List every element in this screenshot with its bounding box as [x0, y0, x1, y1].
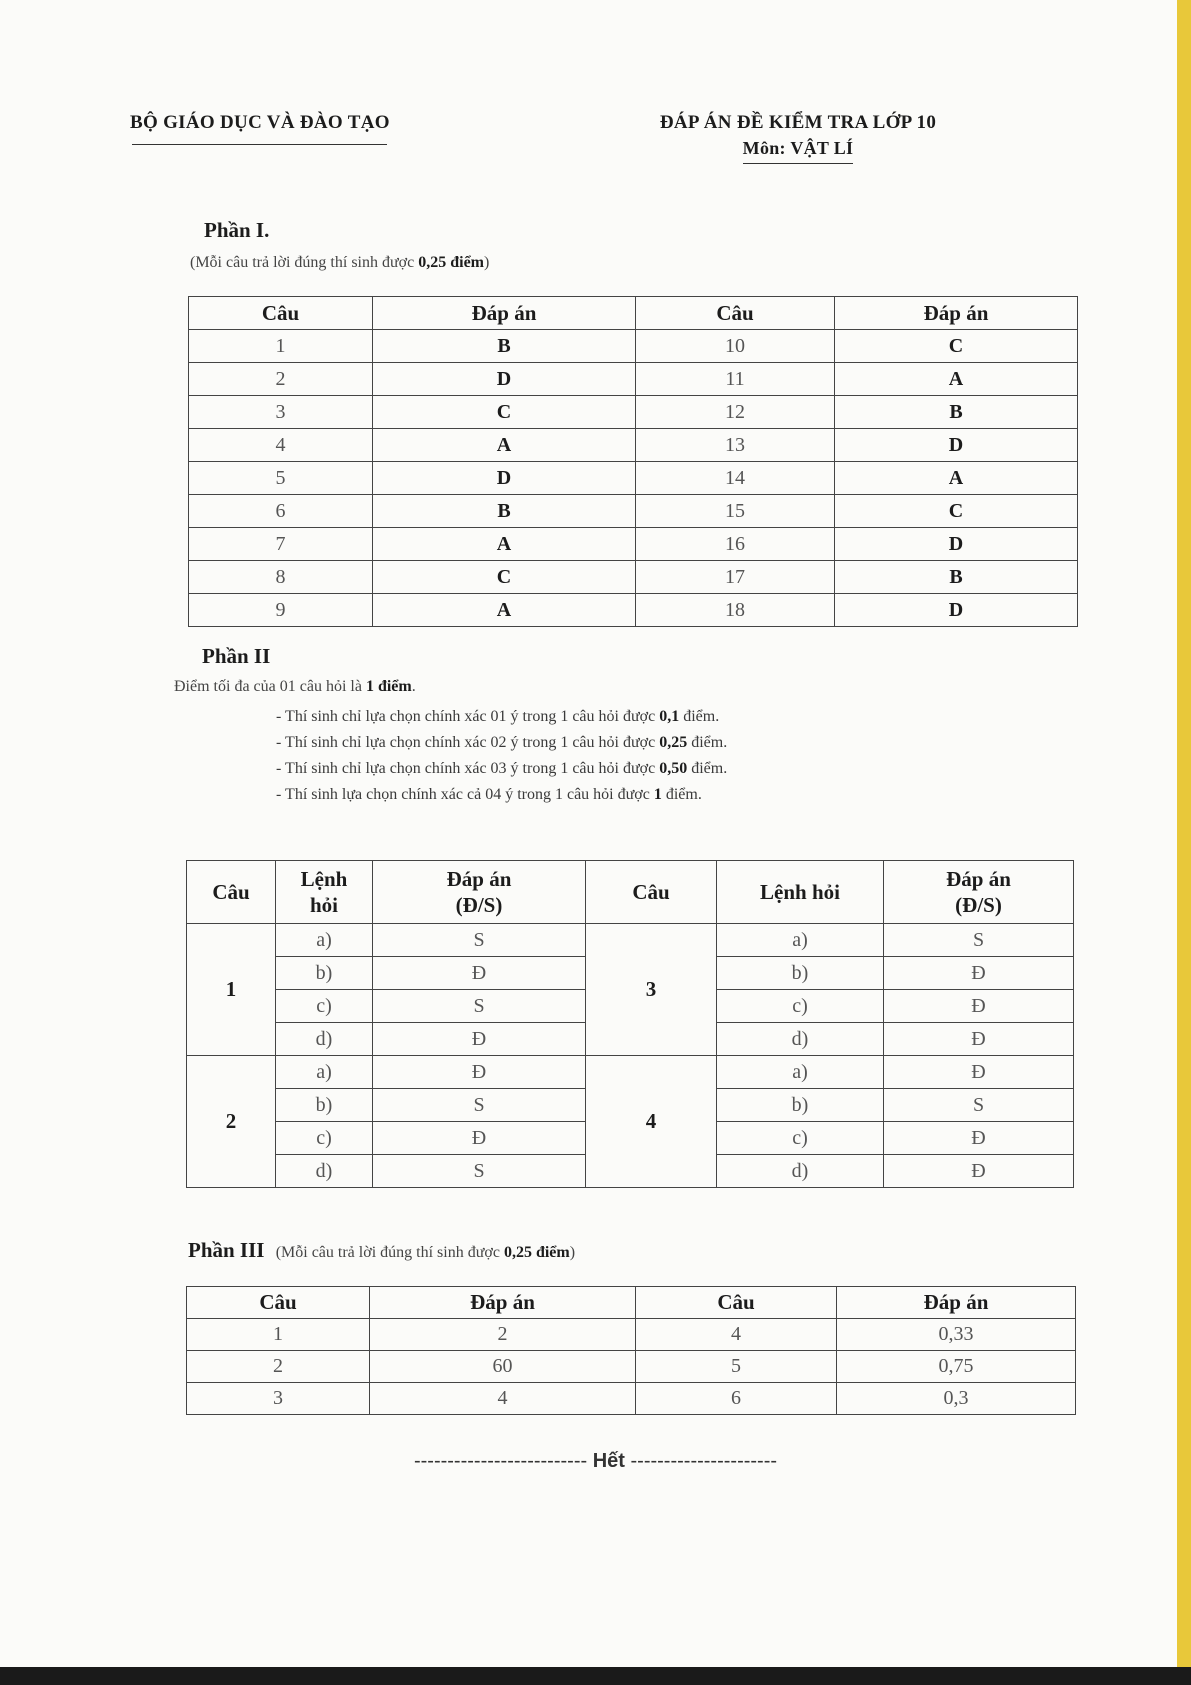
rule-points: 1	[653, 786, 662, 803]
question-number: 1	[187, 924, 276, 1056]
question-number: 9	[189, 594, 373, 627]
col-header-answer: Đáp án	[370, 1287, 636, 1319]
sub-question-label: c)	[276, 990, 373, 1023]
col-header-answer-ds	[884, 861, 1074, 924]
question-number: 4	[189, 429, 373, 462]
answer-cell: S	[373, 990, 586, 1023]
sub-question-label: b)	[276, 1089, 373, 1122]
answer-cell: 60	[370, 1351, 636, 1383]
part3-title: Phần III	[188, 1238, 265, 1262]
table-row	[189, 330, 1078, 363]
question-number: 1	[187, 1319, 370, 1351]
end-dashes-right: ----------------------	[630, 1450, 778, 1472]
question-number: 14	[636, 462, 835, 495]
answer-cell: S	[373, 1089, 586, 1122]
question-number: 5	[636, 1351, 837, 1383]
part1-note-text: (Mỗi câu trả lời đúng thí sinh được	[190, 254, 415, 271]
answer-cell: Đ	[373, 1122, 586, 1155]
col-header-question: Câu	[586, 861, 717, 924]
answer-cell: Đ	[373, 1056, 586, 1089]
col-header-answer: Đáp án	[835, 297, 1078, 330]
answer-cell: Đ	[884, 990, 1074, 1023]
answer-cell: C	[373, 396, 636, 429]
part2-answer-table	[186, 860, 1074, 1188]
question-number: 12	[636, 396, 835, 429]
table-row	[189, 429, 1078, 462]
answer-cell: 2	[370, 1319, 636, 1351]
part1-note	[190, 254, 489, 272]
question-number: 2	[187, 1351, 370, 1383]
part3-answer-table	[186, 1286, 1076, 1415]
answer-cell: S	[884, 1089, 1074, 1122]
answer-cell: 0,75	[837, 1351, 1076, 1383]
question-number: 3	[187, 1383, 370, 1415]
rule-text: - Thí sinh lựa chọn chính xác cả 04 ý trong 1 câu hỏi được	[276, 786, 650, 803]
scan-edge-right	[1177, 0, 1191, 1685]
answer-cell: A	[835, 462, 1078, 495]
answer-cell: S	[373, 924, 586, 957]
part3-note-points: 0,25 điểm	[503, 1244, 570, 1261]
sub-question-label: d)	[276, 1023, 373, 1056]
part1-title: Phần I.	[204, 218, 270, 242]
rule-suffix: điểm.	[691, 760, 728, 777]
header-line: Đáp án	[446, 867, 512, 891]
answer-cell: D	[835, 429, 1078, 462]
sub-question-label: b)	[276, 957, 373, 990]
answer-cell: D	[373, 462, 636, 495]
part1-answer-table	[188, 296, 1078, 627]
question-number: 3	[586, 924, 717, 1056]
answer-cell: B	[373, 495, 636, 528]
rule-points: 0,50	[659, 760, 688, 777]
answer-cell: Đ	[884, 1056, 1074, 1089]
question-number: 1	[189, 330, 373, 363]
rule-suffix: điểm.	[691, 734, 728, 751]
table-row	[189, 462, 1078, 495]
answer-cell: Đ	[884, 1155, 1074, 1188]
question-number: 6	[189, 495, 373, 528]
answer-cell: A	[835, 363, 1078, 396]
table-row	[189, 396, 1078, 429]
answer-cell: A	[373, 594, 636, 627]
col-header-question: Câu	[187, 861, 276, 924]
part1-note-suffix: )	[484, 254, 490, 271]
sub-question-label: b)	[717, 1089, 884, 1122]
answer-cell: B	[373, 330, 636, 363]
header-line: Lệnh	[300, 867, 348, 891]
table-row	[187, 1383, 1076, 1415]
ministry-name: BỘ GIÁO DỤC VÀ ĐÀO TẠO	[130, 112, 390, 133]
table-row	[187, 1319, 1076, 1351]
answer-cell: S	[373, 1155, 586, 1188]
question-number: 16	[636, 528, 835, 561]
sub-question-label: a)	[276, 1056, 373, 1089]
answer-cell: 0,3	[837, 1383, 1076, 1415]
scoring-rule	[276, 786, 727, 804]
document-header	[628, 112, 968, 164]
header-line: (Đ/S)	[455, 893, 503, 917]
answer-cell: D	[373, 363, 636, 396]
end-marker	[0, 1450, 1191, 1473]
question-number: 4	[636, 1319, 837, 1351]
question-number: 7	[189, 528, 373, 561]
question-number: 3	[189, 396, 373, 429]
header-line: hỏi	[309, 893, 338, 917]
header-line: Đáp án	[946, 867, 1011, 891]
answer-cell: C	[373, 561, 636, 594]
answer-cell: A	[373, 528, 636, 561]
answer-cell: D	[835, 594, 1078, 627]
table-row	[187, 924, 1074, 957]
rule-text: - Thí sinh chỉ lựa chọn chính xác 02 ý trong 1 câu hỏi được	[276, 734, 656, 751]
question-number: 4	[586, 1056, 717, 1188]
answer-cell: C	[835, 330, 1078, 363]
part2-max-text: Điểm tối đa của 01 câu hỏi là	[174, 678, 362, 695]
col-header-question: Câu	[187, 1287, 370, 1319]
part2-scoring-rules	[276, 708, 727, 812]
rule-text: - Thí sinh chỉ lựa chọn chính xác 01 ý trong 1 câu hỏi được	[276, 708, 656, 725]
answer-cell: 4	[370, 1383, 636, 1415]
part2-max-suffix: .	[411, 678, 416, 695]
question-number: 15	[636, 495, 835, 528]
answer-cell: 0,33	[837, 1319, 1076, 1351]
rule-suffix: điểm.	[683, 708, 720, 725]
table-row	[189, 594, 1078, 627]
part3-note	[276, 1244, 575, 1261]
table-row	[187, 1351, 1076, 1383]
subject-label: Môn: VẬT LÍ	[743, 138, 854, 164]
question-number: 11	[636, 363, 835, 396]
part3-note-text: (Mỗi câu trả lời đúng thí sinh được	[275, 1244, 500, 1261]
question-number: 10	[636, 330, 835, 363]
table-header-row	[187, 861, 1074, 924]
question-number: 6	[636, 1383, 837, 1415]
answer-cell: B	[835, 396, 1078, 429]
part3-heading	[188, 1238, 575, 1263]
col-header-answer: Đáp án	[373, 297, 636, 330]
sub-question-label: b)	[717, 957, 884, 990]
col-header-sub-question: Lệnh hỏi	[717, 861, 884, 924]
question-number: 5	[189, 462, 373, 495]
sub-question-label: a)	[276, 924, 373, 957]
answer-cell: S	[884, 924, 1074, 957]
sub-question-label: d)	[717, 1155, 884, 1188]
answer-cell: C	[835, 495, 1078, 528]
col-header-answer: Đáp án	[837, 1287, 1076, 1319]
rule-points: 0,25	[659, 734, 688, 751]
scan-edge-bottom	[0, 1667, 1191, 1685]
question-number: 17	[636, 561, 835, 594]
part2-title: Phần II	[202, 644, 271, 668]
col-header-answer-ds	[373, 861, 586, 924]
scoring-rule	[276, 708, 727, 726]
question-number: 18	[636, 594, 835, 627]
answer-cell: B	[835, 561, 1078, 594]
part2-max-points: 1 điểm	[365, 678, 412, 695]
part3-note-suffix: )	[569, 1244, 576, 1261]
header-line: (Đ/S)	[955, 893, 1002, 917]
table-header-row	[189, 297, 1078, 330]
sub-question-label: d)	[276, 1155, 373, 1188]
part2-max-score	[174, 678, 416, 696]
sub-question-label: c)	[276, 1122, 373, 1155]
ministry-header	[130, 112, 390, 145]
answer-cell: Đ	[373, 957, 586, 990]
rule-text: - Thí sinh chỉ lựa chọn chính xác 03 ý trong 1 câu hỏi được	[276, 760, 656, 777]
table-header-row	[187, 1287, 1076, 1319]
table-row	[189, 528, 1078, 561]
sub-question-label: a)	[717, 1056, 884, 1089]
rule-points: 0,1	[659, 708, 680, 725]
sub-question-label: d)	[717, 1023, 884, 1056]
part1-note-points: 0,25 điểm	[418, 254, 485, 271]
answer-cell: Đ	[884, 1023, 1074, 1056]
answer-cell: A	[373, 429, 636, 462]
document-title: ĐÁP ÁN ĐỀ KIỂM TRA LỚP 10	[659, 112, 937, 133]
sub-question-label: c)	[717, 990, 884, 1023]
sub-question-label: c)	[717, 1122, 884, 1155]
col-header-question: Câu	[636, 297, 835, 330]
end-label: Hết	[592, 1450, 625, 1472]
col-header-sub-question	[276, 861, 373, 924]
answer-cell: Đ	[373, 1023, 586, 1056]
question-number: 13	[636, 429, 835, 462]
question-number: 8	[189, 561, 373, 594]
question-number: 2	[189, 363, 373, 396]
table-row	[187, 1056, 1074, 1089]
table-row	[189, 495, 1078, 528]
col-header-question: Câu	[189, 297, 373, 330]
end-dashes-left: --------------------------	[413, 1450, 588, 1472]
answer-cell: D	[835, 528, 1078, 561]
rule-suffix: điểm.	[665, 786, 702, 803]
ministry-underline	[132, 144, 387, 145]
scoring-rule	[276, 734, 727, 752]
table-row	[189, 561, 1078, 594]
answer-cell: Đ	[884, 957, 1074, 990]
question-number: 2	[187, 1056, 276, 1188]
answer-cell: Đ	[884, 1122, 1074, 1155]
scoring-rule	[276, 760, 727, 778]
col-header-question: Câu	[636, 1287, 837, 1319]
sub-question-label: a)	[717, 924, 884, 957]
table-row	[189, 363, 1078, 396]
